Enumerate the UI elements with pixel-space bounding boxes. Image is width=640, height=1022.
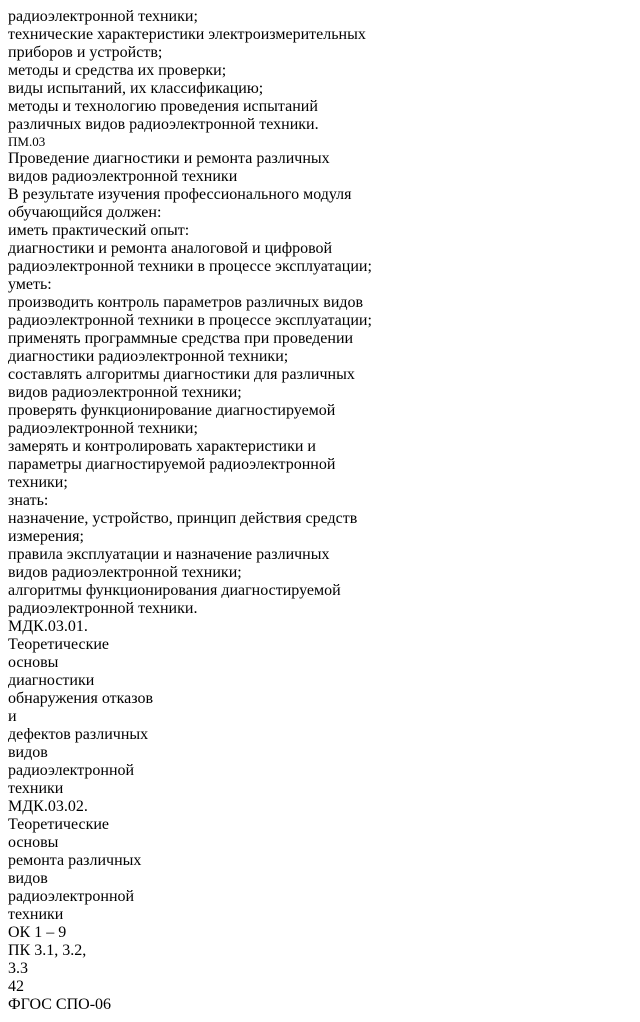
course-line: техники (8, 906, 64, 923)
content-line: правила эксплуатации и назначение различных (8, 546, 330, 563)
content-line: диагностики и ремонта аналоговой и цифровой (8, 240, 333, 257)
course-cell (8, 618, 156, 924)
course-code: МДК.03.01. (8, 618, 88, 635)
content-cell (8, 8, 400, 134)
content-line (8, 582, 400, 600)
page-number: 42 (8, 978, 24, 995)
content-line: В результате изучения профессионального модуля (8, 186, 352, 203)
course-line: радиоэлектронной (8, 888, 135, 905)
module-title: Проведение диагностики и ремонта различных (8, 150, 330, 167)
content-line: видов радиоэлектронной техники; (8, 384, 242, 401)
section-heading: иметь практический опыт: (8, 222, 190, 239)
content-line: параметры диагностируемой радиоэлектронной (8, 456, 336, 473)
general-competencies: ОК 1 – 9 (8, 924, 67, 941)
course-line: Теоретические основы (8, 636, 110, 671)
content-line: применять программные средства при проведении (8, 330, 354, 347)
content-line: приборов и устройств; (8, 44, 163, 61)
word: функционирования (85, 582, 218, 599)
rotated-landscape-page (8, 8, 632, 978)
footer-mark: ФГОС СПО-06 (8, 996, 112, 1013)
competency-cell (8, 924, 104, 978)
table-row-pm03 (8, 134, 632, 978)
content-line: методы и технологию проведения испытаний (8, 98, 318, 115)
competency-table (8, 8, 632, 978)
content-line: техники; (8, 474, 68, 491)
table-row-continuation (8, 8, 632, 134)
content-line: радиоэлектронной техники; (8, 8, 198, 25)
content-line: методы и средства их проверки; (8, 62, 227, 79)
content-line: диагностики радиоэлектронной техники; (8, 348, 289, 365)
course-line: видов (8, 870, 48, 887)
course-line: обнаружения отказов и (8, 690, 154, 725)
document-page (8, 8, 632, 1014)
course-code: МДК.03.02. (8, 798, 88, 815)
word: алгоритмы (8, 582, 82, 599)
section-heading: уметь: (8, 276, 52, 293)
code-cell (8, 134, 60, 150)
content-line: назначение, устройство, принцип действия средств (8, 510, 358, 527)
course-line: видов (8, 744, 48, 761)
course-line: диагностики (8, 672, 95, 689)
content-cell (8, 150, 400, 618)
content-line: радиоэлектронной техники. (8, 600, 198, 617)
content-line: виды испытаний, их классификацию; (8, 80, 264, 97)
content-line: обучающийся должен: (8, 204, 162, 221)
content-line: составлять алгоритмы диагностики для различных (8, 366, 355, 383)
course-line: техники (8, 780, 64, 797)
content-line: проверять функционирование диагностируемой (8, 402, 336, 419)
module-code: ПМ.03 (8, 134, 46, 149)
content-line: технические характеристики электроизмерительных (8, 26, 366, 43)
content-line: производить контроль параметров различных видов (8, 294, 364, 311)
content-line: радиоэлектронной техники в процессе эксплуатации; (8, 258, 372, 275)
course-line: Теоретические основы (8, 816, 110, 851)
module-title: видов радиоэлектронной техники (8, 168, 238, 185)
professional-competencies: ПК 3.1, 3.2, 3.3 (8, 942, 87, 977)
content-line: измерения; (8, 528, 84, 545)
content-line: видов радиоэлектронной техники; (8, 564, 242, 581)
course-line: радиоэлектронной (8, 762, 135, 779)
course-line: дефектов различных (8, 726, 149, 743)
content-line: замерять и контролировать характеристики и (8, 438, 316, 455)
content-line: радиоэлектронной техники в процессе эксплуатации; (8, 312, 372, 329)
section-heading: знать: (8, 492, 49, 509)
course-line: ремонта различных (8, 852, 142, 869)
word: диагностируемой (221, 582, 341, 599)
content-line: радиоэлектронной техники; (8, 420, 198, 437)
content-line: различных видов радиоэлектронной техники. (8, 116, 319, 133)
